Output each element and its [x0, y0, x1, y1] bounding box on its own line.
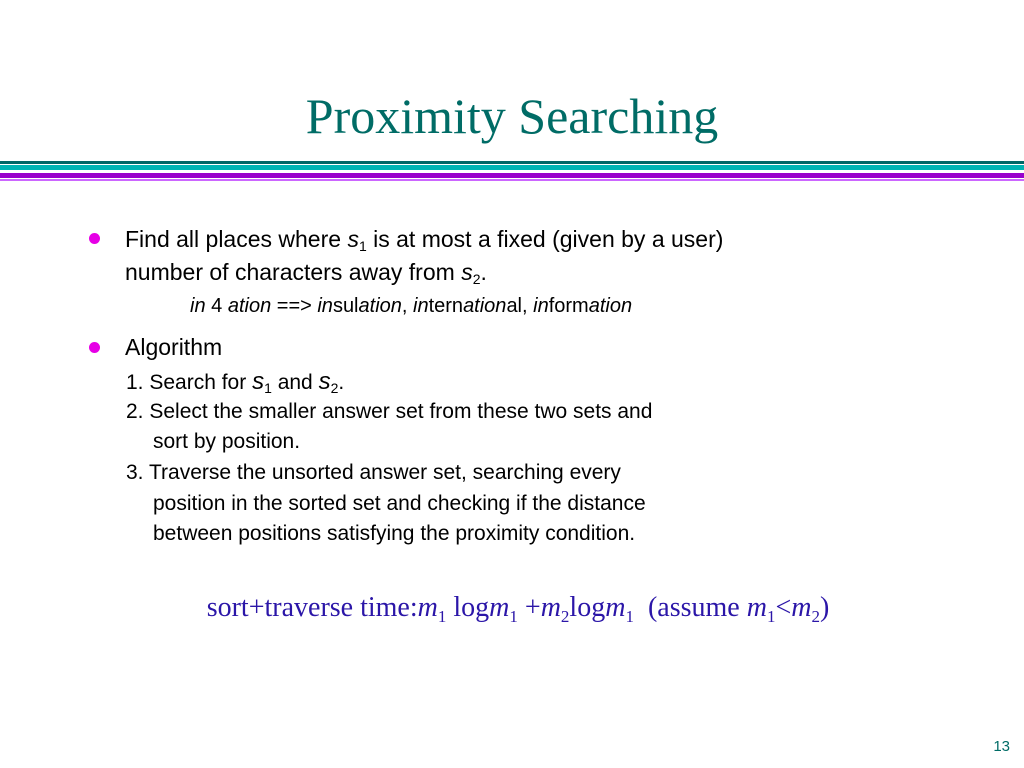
text: <: [775, 592, 792, 623]
text: sort+traverse time:: [206, 592, 418, 623]
var-m: m: [489, 592, 510, 623]
text: sul: [332, 295, 359, 317]
var-s: s: [461, 259, 473, 285]
subscript: 1: [625, 607, 634, 626]
subscript: 1: [509, 607, 518, 626]
text: ): [819, 592, 830, 623]
var-s: s: [318, 368, 331, 395]
subscript: 2: [560, 607, 570, 626]
subscript: 1: [766, 607, 776, 626]
text: form: [548, 295, 589, 317]
text: al: [506, 295, 523, 317]
text: ation: [588, 295, 633, 317]
text: is at most a fixed (given by a user): [366, 226, 724, 252]
title-rule-dark: [0, 161, 1024, 164]
text: 4: [205, 295, 228, 317]
var-s: s: [252, 368, 265, 395]
title-rule-teal: [0, 165, 1024, 170]
var-m: m: [417, 592, 438, 623]
var-s: s: [347, 226, 359, 252]
complexity-formula: [0, 592, 1024, 624]
subscript: 1: [437, 607, 447, 626]
text: (assume: [633, 592, 747, 623]
algorithm-step-2-cont: sort by position.: [153, 430, 301, 453]
algorithm-step-2: 2. Select the smaller answer set from these two sets and: [126, 400, 653, 423]
text: tern: [428, 295, 464, 317]
bullet1-line1: [125, 225, 723, 253]
subscript: 2: [811, 607, 820, 626]
text: ==>: [271, 295, 318, 317]
text: ,: [401, 295, 414, 317]
subscript: 2: [330, 380, 339, 396]
title-rule-purple-thin: [0, 179, 1024, 181]
bullet1-example: [190, 294, 632, 318]
bullet2-heading: Algorithm: [125, 334, 223, 360]
var-m: m: [605, 592, 626, 623]
text: in: [533, 295, 549, 317]
text: number of characters away from: [125, 259, 462, 285]
text: +: [517, 592, 541, 623]
text: log: [446, 592, 490, 623]
algorithm-step-1: [126, 369, 344, 396]
var-m: m: [540, 592, 561, 623]
var-m: m: [746, 592, 767, 623]
text: ation: [227, 295, 272, 317]
text: 1. Search for: [126, 371, 253, 394]
text: ,: [522, 295, 534, 317]
text: in: [317, 295, 333, 317]
title-rule-purple: [0, 173, 1024, 178]
bullet-dot-2: [89, 342, 100, 353]
subscript: 1: [264, 380, 272, 396]
bullet-dot-1: [89, 233, 100, 244]
algorithm-step-3-cont2: between positions satisfying the proximity condition.: [153, 522, 636, 545]
text: .: [480, 259, 487, 285]
subscript: 1: [358, 238, 367, 254]
algorithm-step-3: 3. Traverse the unsorted answer set, searching every: [126, 461, 621, 484]
slide-title: Proximity Searching: [305, 88, 719, 144]
page-number: 13: [993, 738, 1010, 755]
text: log: [569, 592, 606, 623]
text: .: [338, 371, 345, 394]
bullet1-line2: [125, 258, 487, 286]
algorithm-step-3-cont1: position in the sorted set and checking if the distance: [153, 492, 646, 515]
text: in: [413, 295, 429, 317]
text: in: [190, 295, 206, 317]
text: ation: [463, 295, 507, 317]
text: Find all places where: [125, 226, 348, 252]
var-m: m: [791, 592, 812, 623]
text: and: [271, 371, 319, 394]
text: ation: [358, 295, 402, 317]
subscript: 2: [472, 271, 481, 287]
